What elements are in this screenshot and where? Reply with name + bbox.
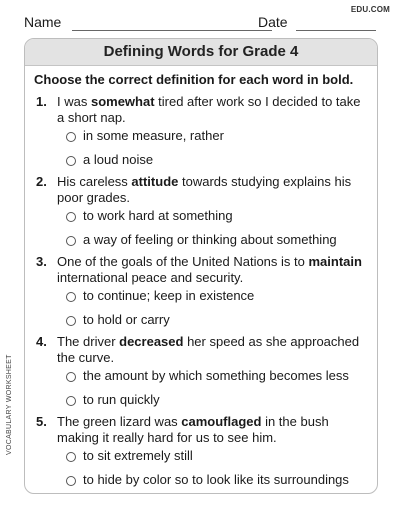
- answer-option[interactable]: [25, 310, 377, 334]
- question-text-part: The driver: [57, 334, 120, 349]
- answer-option[interactable]: [25, 150, 377, 174]
- question-text: [57, 94, 365, 126]
- answer-option[interactable]: [25, 230, 377, 254]
- radio-circle-icon[interactable]: [66, 396, 76, 406]
- option-text: a loud noise: [83, 152, 154, 167]
- option-text: to hold or carry: [83, 312, 170, 327]
- radio-circle-icon[interactable]: [66, 212, 76, 222]
- name-field-line[interactable]: [72, 30, 272, 31]
- question-number: 2.: [36, 174, 47, 189]
- question-text-part: One of the goals of the United Nations is to: [57, 254, 309, 269]
- brand-suffix: .COM: [368, 5, 390, 14]
- question-2: [25, 174, 377, 254]
- bold-word: camouflaged: [181, 414, 262, 429]
- question-text: [57, 334, 365, 366]
- worksheet-card: [24, 38, 378, 494]
- question-3: [25, 254, 377, 334]
- answer-option[interactable]: [25, 206, 377, 230]
- bold-word: decreased: [119, 334, 184, 349]
- radio-circle-icon[interactable]: [66, 132, 76, 142]
- bold-word: attitude: [131, 174, 179, 189]
- option-text: to run quickly: [83, 392, 160, 407]
- answer-option[interactable]: [25, 390, 377, 414]
- brand-main: EDU: [350, 5, 369, 14]
- question-text-part: towards studying explains his poor grades.: [57, 174, 352, 205]
- question-text-part: her speed as she approached the curve.: [57, 334, 360, 365]
- bold-word: somewhat: [90, 94, 155, 109]
- question-list: [25, 94, 377, 494]
- side-label: VOCABULARY WORKSHEET: [6, 354, 13, 455]
- question-text-part: The green lizard was: [57, 414, 182, 429]
- question-text-part: tired after work so I decided to take a short nap.: [57, 94, 361, 125]
- question-text-part: His careless: [57, 174, 132, 189]
- worksheet-title: Defining Words for Grade 4: [25, 39, 377, 66]
- radio-circle-icon[interactable]: [66, 452, 76, 462]
- brand-logo: [351, 5, 390, 14]
- date-field-line[interactable]: [296, 30, 376, 31]
- question-text: [57, 174, 365, 206]
- radio-circle-icon[interactable]: [66, 236, 76, 246]
- question-number: 1.: [36, 94, 47, 109]
- option-text: to work hard at something: [83, 208, 233, 223]
- option-text: in some measure, rather: [83, 128, 224, 143]
- question-number: 4.: [36, 334, 47, 349]
- question-text-part: international peace and security.: [57, 270, 244, 285]
- answer-option[interactable]: [25, 366, 377, 390]
- question-1: [25, 94, 377, 174]
- header-row: [24, 14, 376, 34]
- question-4: [25, 334, 377, 414]
- radio-circle-icon[interactable]: [66, 156, 76, 166]
- answer-option[interactable]: [25, 446, 377, 470]
- question-number: 3.: [36, 254, 47, 269]
- radio-circle-icon[interactable]: [66, 372, 76, 382]
- instructions: Choose the correct definition for each word in bold.: [34, 72, 354, 87]
- radio-circle-icon[interactable]: [66, 316, 76, 326]
- option-text: to sit extremely still: [83, 448, 193, 463]
- option-text: to hide by color so to look like its surroundings: [83, 472, 349, 487]
- option-text: to continue; keep in existence: [83, 288, 255, 303]
- answer-option[interactable]: [25, 126, 377, 150]
- answer-option[interactable]: [25, 470, 377, 494]
- option-text: a way of feeling or thinking about something: [83, 232, 337, 247]
- radio-circle-icon[interactable]: [66, 476, 76, 486]
- question-text: [57, 414, 365, 446]
- question-text-part: in the bush making it really hard for us to see him.: [57, 414, 329, 445]
- question-number: 5.: [36, 414, 47, 429]
- date-label: Date: [258, 14, 288, 30]
- bold-word: maintain: [308, 254, 362, 269]
- question-5: [25, 414, 377, 494]
- answer-option[interactable]: [25, 286, 377, 310]
- option-text: the amount by which something becomes less: [83, 368, 349, 383]
- question-text: [57, 254, 365, 286]
- radio-circle-icon[interactable]: [66, 292, 76, 302]
- question-text-part: I was: [57, 94, 91, 109]
- name-label: Name: [24, 14, 62, 30]
